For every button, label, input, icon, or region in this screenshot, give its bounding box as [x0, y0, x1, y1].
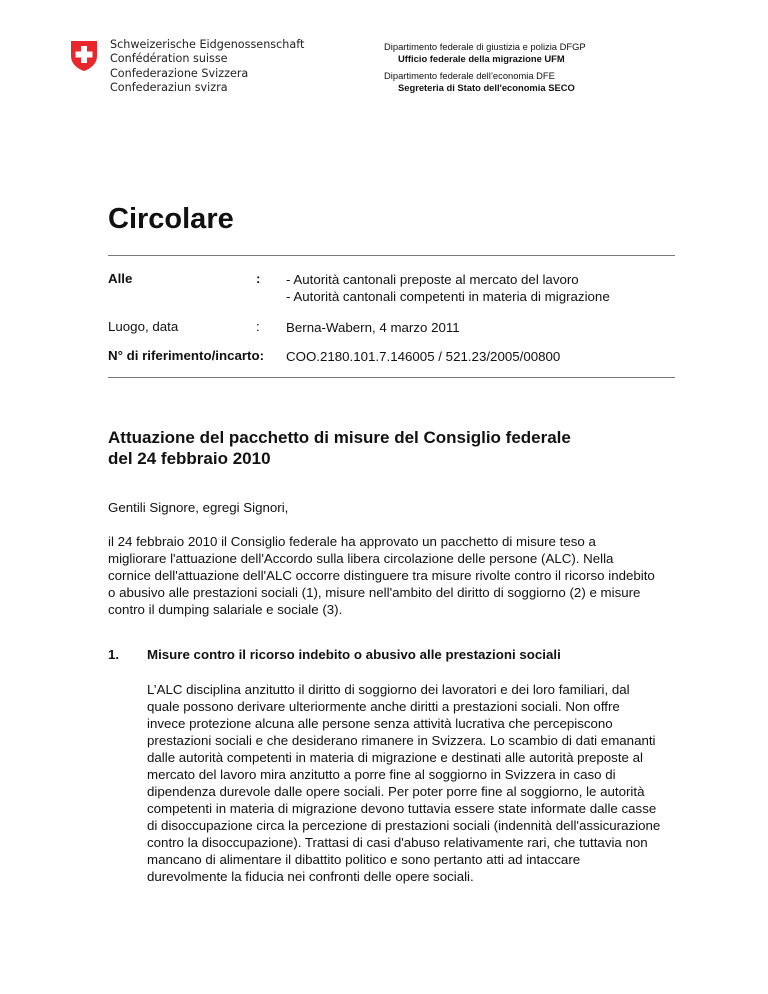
text-line: prestazioni sociali e che desiderano rimanere in Svizzera. Lo scambio di dati emananti [147, 733, 656, 748]
text-line: mancano di alimentare il dibattito politico e sono pertanto atti ad intaccare [147, 852, 581, 867]
logo-line-fr: Confédération suisse [110, 52, 228, 66]
place-date-value: Berna-Wabern, 4 marzo 2011 [286, 320, 460, 335]
document-title: Circolare [108, 203, 234, 235]
confederation-wordmark [110, 38, 304, 96]
divider-bottom [108, 377, 675, 378]
text-line: quale possono derivare ulteriormente anche diritti a prestazioni sociali. Non offre [147, 699, 620, 714]
section-body [147, 681, 707, 885]
subject-line: Attuazione del pacchetto di misure del Consiglio federale [108, 428, 571, 447]
text-line: il 24 febbraio 2010 il Consiglio federale ha approvato un pacchetto di misure teso a [108, 534, 596, 549]
subject-line: del 24 febbraio 2010 [108, 449, 271, 468]
department-name: Dipartimento federale di giustizia e polizia DFGP [384, 41, 586, 52]
divider-top [108, 255, 675, 256]
text-line: competenti in materia di migrazione devono tuttavia essere state informate dalle casse [147, 801, 657, 816]
recipient-item: - Autorità cantonali preposte al mercato del lavoro [286, 272, 579, 287]
office-name: Segreteria di Stato dell'economia SECO [398, 82, 575, 93]
text-line: o abusivo alle prestazioni sociali (1), misure nell'ambito del diritto di soggiorno (2) e misure [108, 585, 641, 600]
text-line: contro il dumping salariale e sociale (3). [108, 602, 343, 617]
recipient-item: - Autorità cantonali competenti in materia di migrazione [286, 289, 610, 304]
department-name: Dipartimento federale dell’economia DFE [384, 70, 555, 81]
section-number: 1. [108, 647, 120, 662]
salutation: Gentili Signore, egregi Signori, [108, 500, 289, 515]
text-line: L’ALC disciplina anzitutto il diritto di soggiorno dei lavoratori e dei loro familiari, dal [147, 682, 630, 697]
text-line: cornice dell'attuazione dell'ALC occorre distinguere tra misure rivolte contro il ricorso indebito [108, 568, 655, 583]
text-line: mercato del lavoro mira anzitutto a porre fine al soggiorno in Svizzera in caso di [147, 767, 616, 782]
text-line: di disoccupazione circa la percezione di prestazioni sociali (indennità dell'assicurazione [147, 818, 661, 833]
department-block-2 [384, 70, 575, 94]
place-date-label: Luogo, data [108, 319, 179, 334]
reference-value: COO.2180.101.7.146005 / 521.23/2005/00800 [286, 349, 561, 364]
logo-line-rm: Confederaziun svizra [110, 81, 228, 95]
colon: : [256, 271, 261, 286]
department-block-1 [384, 41, 586, 65]
text-line: invece protezione alcuna alle persone senza attività lucrativa che percepiscono [147, 716, 613, 731]
text-line: migliorare l'attuazione dell'Accordo sulla libera circolazione delle persone (ALC). Nella [108, 551, 614, 566]
section-title: Misure contro il ricorso indebito o abusivo alle prestazioni sociali [147, 647, 561, 662]
intro-paragraph [108, 533, 668, 618]
text-line: dalle autorità competenti in materia di migrazione e destinati alle autorità preposte al [147, 750, 643, 765]
recipients-label: Alle [108, 271, 133, 286]
subject-heading [108, 427, 708, 469]
recipients-list [286, 271, 610, 305]
text-line: durevolmente la fiducia nei confronti delle opere sociali. [147, 869, 474, 884]
swiss-coat-of-arms-logo [70, 40, 98, 68]
reference-label: N° di riferimento/incarto: [108, 348, 265, 363]
office-name: Ufficio federale della migrazione UFM [398, 53, 565, 64]
text-line: contro la disoccupazione). Trattasi di casi d'abuso relativamente rari, che tuttavia non [147, 835, 648, 850]
text-line: dipendenza durevole dalle opere sociali. Per poter porre fine al soggiorno, le autorità [147, 784, 645, 799]
colon: : [256, 319, 260, 334]
logo-line-it: Confederazione Svizzera [110, 66, 249, 80]
logo-line-de: Schweizerische Eidgenossenschaft [110, 38, 305, 51]
